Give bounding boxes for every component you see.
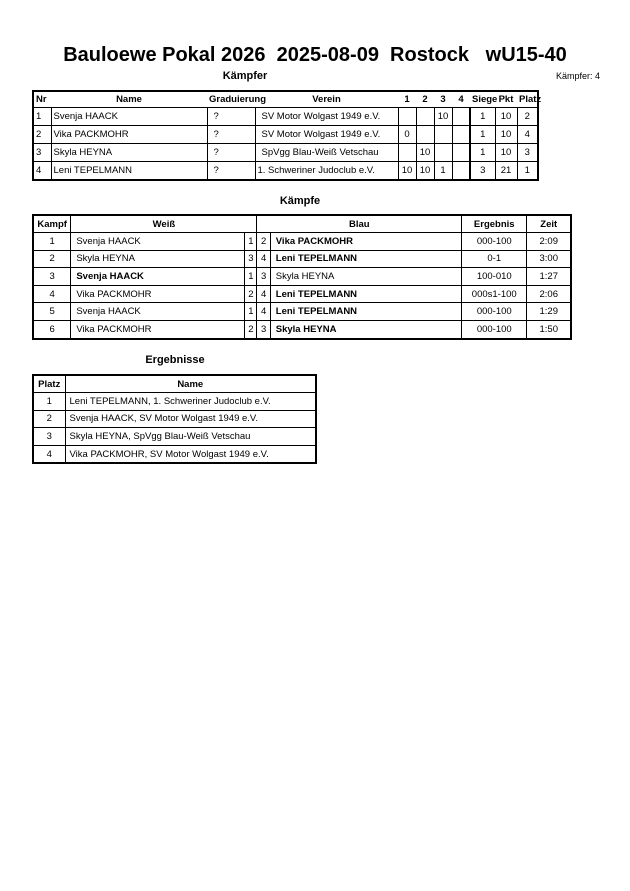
fight-blue-nr: 3: [257, 268, 270, 286]
fighter-row: [33, 108, 538, 126]
fight-blue-name: Skyla HEYNA: [270, 268, 461, 286]
fighter-row: [33, 144, 538, 162]
result-name: Vika PACKMOHR, SV Motor Wolgast 1949 e.V.: [65, 445, 316, 463]
fighter-place: 1: [517, 162, 538, 181]
fighter-club: 1. Schweriner Judoclub e.V.: [255, 162, 398, 181]
fight-white-name: Svenja HAACK: [71, 233, 245, 251]
fighter-graduation: ?: [207, 144, 255, 162]
fight-time: 3:00: [527, 250, 571, 268]
fighters-heading: Kämpfer: [222, 70, 268, 82]
col-points: Pkt: [495, 91, 517, 108]
fighter-club: SV Motor Wolgast 1949 e.V.: [255, 108, 398, 126]
fighter-graduation: ?: [207, 162, 255, 181]
fight-row: [33, 303, 571, 321]
fight-white-nr: 1: [245, 233, 257, 251]
col-name: Name: [51, 91, 207, 108]
result-name: Leni TEPELMANN, 1. Schweriner Judoclub e.V.: [65, 393, 316, 411]
col-round-4: 4: [452, 91, 470, 108]
fight-white-nr: 1: [245, 268, 257, 286]
fight-number: 5: [33, 303, 71, 321]
result-place: 2: [33, 410, 65, 428]
col-wins: Siege: [470, 91, 495, 108]
col-white: Weiß: [71, 215, 257, 233]
fight-white-name: Skyla HEYNA: [71, 250, 245, 268]
fight-white-name: Vika PACKMOHR: [71, 320, 245, 338]
col-result-place: Platz: [33, 375, 65, 393]
fight-time: 1:50: [527, 320, 571, 338]
fight-blue-nr: 3: [257, 320, 270, 338]
fighters-table: [32, 90, 542, 181]
fighter-score-1: [398, 144, 416, 162]
col-round-2: 2: [416, 91, 434, 108]
fight-number: 6: [33, 320, 71, 338]
result-name: Skyla HEYNA, SpVgg Blau-Weiß Vetschau: [65, 428, 316, 446]
result-row: [33, 445, 316, 463]
result-row: [33, 428, 316, 446]
fight-white-nr: 1: [245, 303, 257, 321]
fighter-score-4: [452, 126, 470, 144]
fighter-score-1: [398, 108, 416, 126]
fight-white-name: Vika PACKMOHR: [71, 285, 245, 303]
fight-result: 100-010: [462, 268, 527, 286]
fight-row: [33, 250, 571, 268]
fighter-graduation: ?: [207, 108, 255, 126]
col-fight: Kampf: [33, 215, 71, 233]
result-place: 4: [33, 445, 65, 463]
fighter-nr: 1: [33, 108, 51, 126]
fight-blue-name: Vika PACKMOHR: [270, 233, 461, 251]
fight-white-nr: 2: [245, 320, 257, 338]
fight-blue-name: Skyla HEYNA: [270, 320, 461, 338]
col-graduation: Graduierung: [207, 91, 255, 108]
fighter-row: [33, 162, 538, 181]
fight-time: 1:27: [527, 268, 571, 286]
fight-white-name: Svenja HAACK: [71, 303, 245, 321]
fight-result: 000-100: [462, 303, 527, 321]
fighters-header-row: [33, 91, 538, 108]
col-round-3: 3: [434, 91, 452, 108]
results-table: [32, 374, 317, 464]
fighter-club: SpVgg Blau-Weiß Vetschau: [255, 144, 398, 162]
fight-blue-nr: 4: [257, 303, 270, 321]
results-header-row: [33, 375, 316, 393]
fighter-name: Skyla HEYNA: [51, 144, 207, 162]
fight-blue-nr: 4: [257, 285, 270, 303]
fight-result: 000-100: [462, 320, 527, 338]
fighter-score-2: [416, 126, 434, 144]
fight-row: [33, 285, 571, 303]
fighter-club: SV Motor Wolgast 1949 e.V.: [255, 126, 398, 144]
fighter-score-3: 1: [434, 162, 452, 181]
fights-heading: Kämpfe: [279, 195, 321, 207]
results-heading: Ergebnisse: [145, 354, 205, 366]
fight-result: 0-1: [462, 250, 527, 268]
fighter-wins: 1: [470, 108, 495, 126]
fighter-nr: 2: [33, 126, 51, 144]
fight-time: 1:29: [527, 303, 571, 321]
result-place: 3: [33, 428, 65, 446]
fighter-name: Vika PACKMOHR: [51, 126, 207, 144]
fighter-score-2: [416, 108, 434, 126]
fight-time: 2:09: [527, 233, 571, 251]
result-row: [33, 393, 316, 411]
fight-blue-nr: 4: [257, 250, 270, 268]
fighters-count: Kämpfer: 4: [555, 71, 600, 81]
col-time: Zeit: [527, 215, 571, 233]
fighter-name: Leni TEPELMANN: [51, 162, 207, 181]
fight-time: 2:06: [527, 285, 571, 303]
fighter-nr: 3: [33, 144, 51, 162]
fight-blue-name: Leni TEPELMANN: [270, 303, 461, 321]
fighter-name: Svenja HAACK: [51, 108, 207, 126]
fighter-wins: 1: [470, 144, 495, 162]
result-name: Svenja HAACK, SV Motor Wolgast 1949 e.V.: [65, 410, 316, 428]
col-club: Verein: [255, 91, 398, 108]
fighter-row: [33, 126, 538, 144]
col-result: Ergebnis: [462, 215, 527, 233]
col-place: Platz: [517, 91, 538, 108]
col-round-1: 1: [398, 91, 416, 108]
fighter-place: 2: [517, 108, 538, 126]
fight-number: 1: [33, 233, 71, 251]
col-nr: Nr: [33, 91, 51, 108]
fighter-points: 10: [495, 108, 517, 126]
fighter-score-2: 10: [416, 144, 434, 162]
fighter-graduation: ?: [207, 126, 255, 144]
fighter-score-1: 0: [398, 126, 416, 144]
fighter-points: 21: [495, 162, 517, 181]
fight-result: 000-100: [462, 233, 527, 251]
fights-table: [32, 214, 572, 340]
fighter-place: 3: [517, 144, 538, 162]
fight-row: [33, 268, 571, 286]
fighter-wins: 1: [470, 126, 495, 144]
fight-white-nr: 2: [245, 285, 257, 303]
fighter-score-4: [452, 162, 470, 181]
col-blue: Blau: [257, 215, 462, 233]
fighter-score-1: 10: [398, 162, 416, 181]
fighter-score-4: [452, 108, 470, 126]
fight-blue-name: Leni TEPELMANN: [270, 285, 461, 303]
fighter-points: 10: [495, 126, 517, 144]
fighter-points: 10: [495, 144, 517, 162]
col-result-name: Name: [65, 375, 316, 393]
fighter-place: 4: [517, 126, 538, 144]
fighter-nr: 4: [33, 162, 51, 181]
fight-white-nr: 3: [245, 250, 257, 268]
fighter-score-2: 10: [416, 162, 434, 181]
fighter-score-3: 10: [434, 108, 452, 126]
fight-number: 4: [33, 285, 71, 303]
fight-result: 000s1-100: [462, 285, 527, 303]
fighter-score-3: [434, 144, 452, 162]
result-row: [33, 410, 316, 428]
fight-blue-nr: 2: [257, 233, 270, 251]
fight-row: [33, 320, 571, 338]
fighter-score-3: [434, 126, 452, 144]
fights-header-row: [33, 215, 571, 233]
fighter-score-4: [452, 144, 470, 162]
fight-white-name: Svenja HAACK: [71, 268, 245, 286]
fight-number: 2: [33, 250, 71, 268]
fight-number: 3: [33, 268, 71, 286]
page-title: Bauloewe Pokal 2026 2025-08-09 Rostock wU15-40: [63, 44, 567, 66]
fight-row: [33, 233, 571, 251]
fighter-wins: 3: [470, 162, 495, 181]
result-place: 1: [33, 393, 65, 411]
fight-blue-name: Leni TEPELMANN: [270, 250, 461, 268]
